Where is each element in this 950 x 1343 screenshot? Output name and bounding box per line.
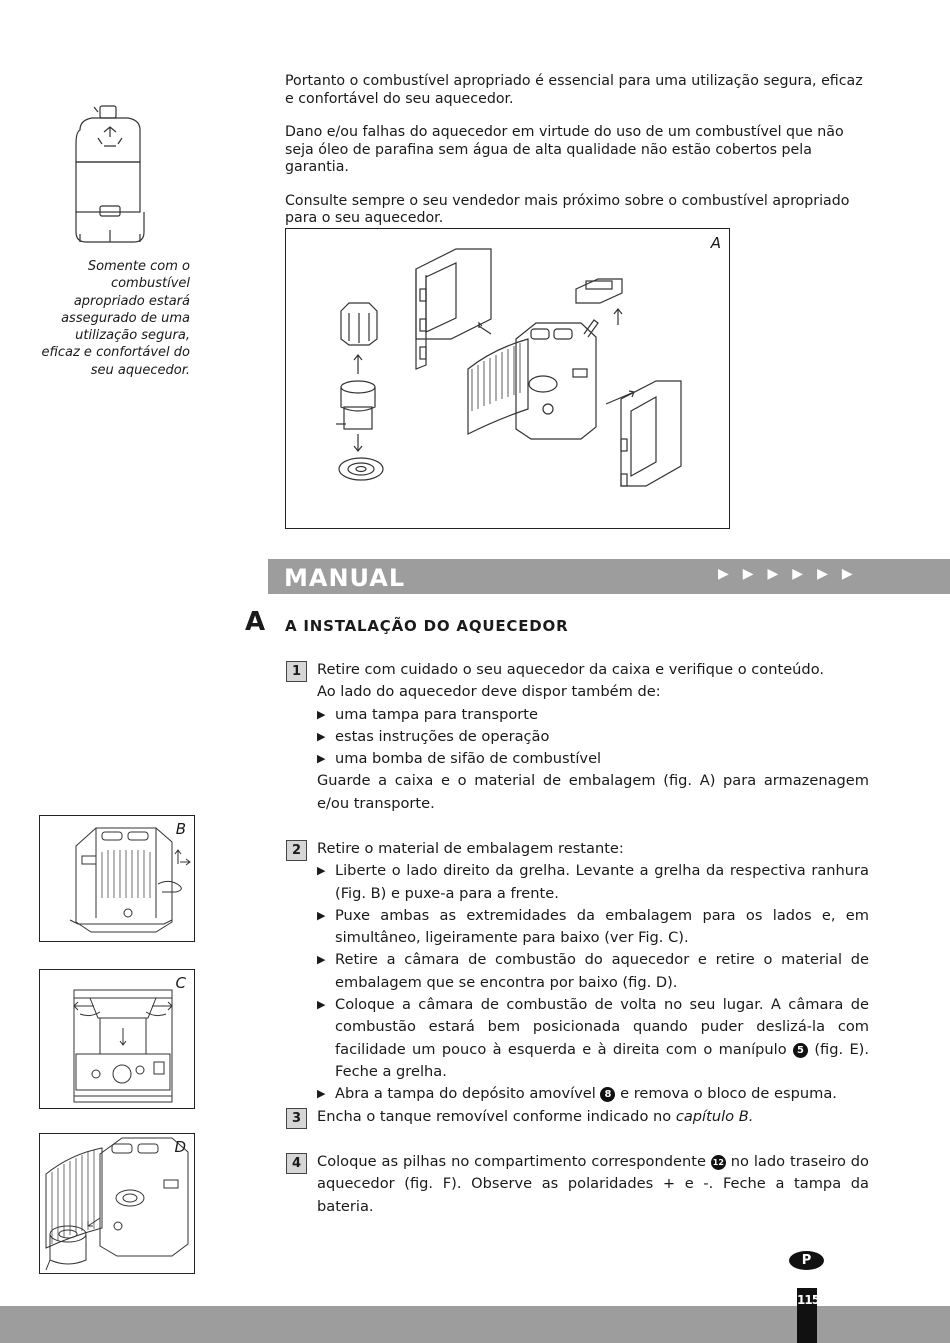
list-item: ▶ Abra a tampa do depósito amovível 8 e remova o bloco de espuma. <box>317 1083 869 1105</box>
sidebar-caption: Somente com o combustível apropriado estará assegurado de uma utilização segura, eficaz e confortável do seu aquecedor. <box>41 259 190 378</box>
figure-c <box>39 969 195 1109</box>
step-number-3: 3 <box>286 1108 307 1129</box>
banner-title: MANUAL <box>284 564 406 592</box>
intro-paragraph-1: Portanto o combustível apropriado é essencial para uma utilização segura, eficaz e confortável do seu aquecedor. <box>285 73 863 107</box>
list-item: ▶ Puxe ambas as extremidades da embalagem para os lados e, em simultâneo, ligeiramente para baixo (ver Fig. C). <box>317 905 869 950</box>
step-2-text <box>317 838 869 1106</box>
intro-text <box>285 73 870 244</box>
part-number-badge: 5 <box>793 1043 808 1058</box>
fuel-can-illustration <box>70 104 150 249</box>
list-item: ▶ uma tampa para transporte <box>317 704 869 726</box>
play-arrow-icon: ▶ <box>317 707 326 721</box>
list-item: ▶ Coloque a câmara de combustão de volta no seu lugar. A câmara de combustão estará bem posicionada quando puder deslizá-la com facilidade um pouco à esquerda e à direita com o manípulo 5 (fig. E). Feche a grelha. <box>317 994 869 1083</box>
step-number-4: 4 <box>286 1153 307 1174</box>
play-arrow-icon: ▶▶▶▶▶▶ <box>718 566 867 582</box>
list-item: ▶ uma bomba de sifão de combustível <box>317 748 869 770</box>
play-arrow-icon: ▶ <box>317 752 326 766</box>
list-item: ▶ estas instruções de operação <box>317 726 869 748</box>
play-arrow-icon: ▶ <box>317 908 326 922</box>
intro-paragraph-2: Dano e/ou falhas do aquecedor em virtude do uso de um combustível que não seja óleo de parafina sem água de alta qualidade não estão cobertos pela garantia. <box>285 124 844 175</box>
figure-a-label: A <box>710 234 721 252</box>
play-arrow-icon: ▶ <box>317 953 326 967</box>
intro-paragraph-3: Consulte sempre o seu vendedor mais próximo sobre o combustível apropriado para o seu aquecedor. <box>285 192 850 226</box>
step-number-2: 2 <box>286 840 307 861</box>
list-item: ▶ Liberte o lado direito da grelha. Levante a grelha da respectiva ranhura (Fig. B) e puxe-a para a frente. <box>317 860 869 905</box>
section-title: A INSTALAÇÃO DO AQUECEDOR <box>285 617 569 635</box>
figure-b-label: B <box>175 820 186 838</box>
figure-d <box>39 1133 195 1274</box>
section-letter: A <box>245 607 266 637</box>
play-arrow-icon: ▶ <box>317 1087 326 1101</box>
step-4-text: Coloque as pilhas no compartimento correspondente 12 no lado traseiro do aquecedor (fig. F). Observe as polaridades + e -. Feche a tampa da bateria. <box>317 1153 869 1215</box>
play-arrow-icon: ▶ <box>317 998 326 1012</box>
figure-a <box>285 228 730 529</box>
step-1-text <box>317 659 869 815</box>
figure-d-label: D <box>174 1138 186 1156</box>
part-number-badge: 8 <box>600 1087 615 1102</box>
step-3-text: Encha o tanque removível conforme indicado no capítulo B. <box>317 1108 754 1125</box>
step-number-1: 1 <box>286 661 307 682</box>
play-arrow-icon: ▶ <box>317 864 326 878</box>
play-arrow-icon: ▶ <box>317 729 326 743</box>
language-badge: P <box>789 1251 824 1270</box>
figure-b <box>39 815 195 942</box>
step-1-line-1: Retire com cuidado o seu aquecedor da caixa e verifique o conteúdo. <box>317 661 825 678</box>
page-number: 115 <box>797 1288 817 1343</box>
manual-banner <box>268 559 950 594</box>
list-item: ▶ Retire a câmara de combustão do aquecedor e retire o material de embalagem que se encontra por baixo (fig. D). <box>317 949 869 994</box>
step-1-after: Guarde a caixa e o material de embalagem (fig. A) para armazenagem e/ou transporte. <box>317 772 869 812</box>
figure-c-label: C <box>175 974 186 992</box>
part-number-badge: 12 <box>711 1155 726 1170</box>
step-2-intro: Retire o material de embalagem restante: <box>317 840 624 857</box>
step-1-line-2: Ao lado do aquecedor deve dispor também de: <box>317 683 661 701</box>
